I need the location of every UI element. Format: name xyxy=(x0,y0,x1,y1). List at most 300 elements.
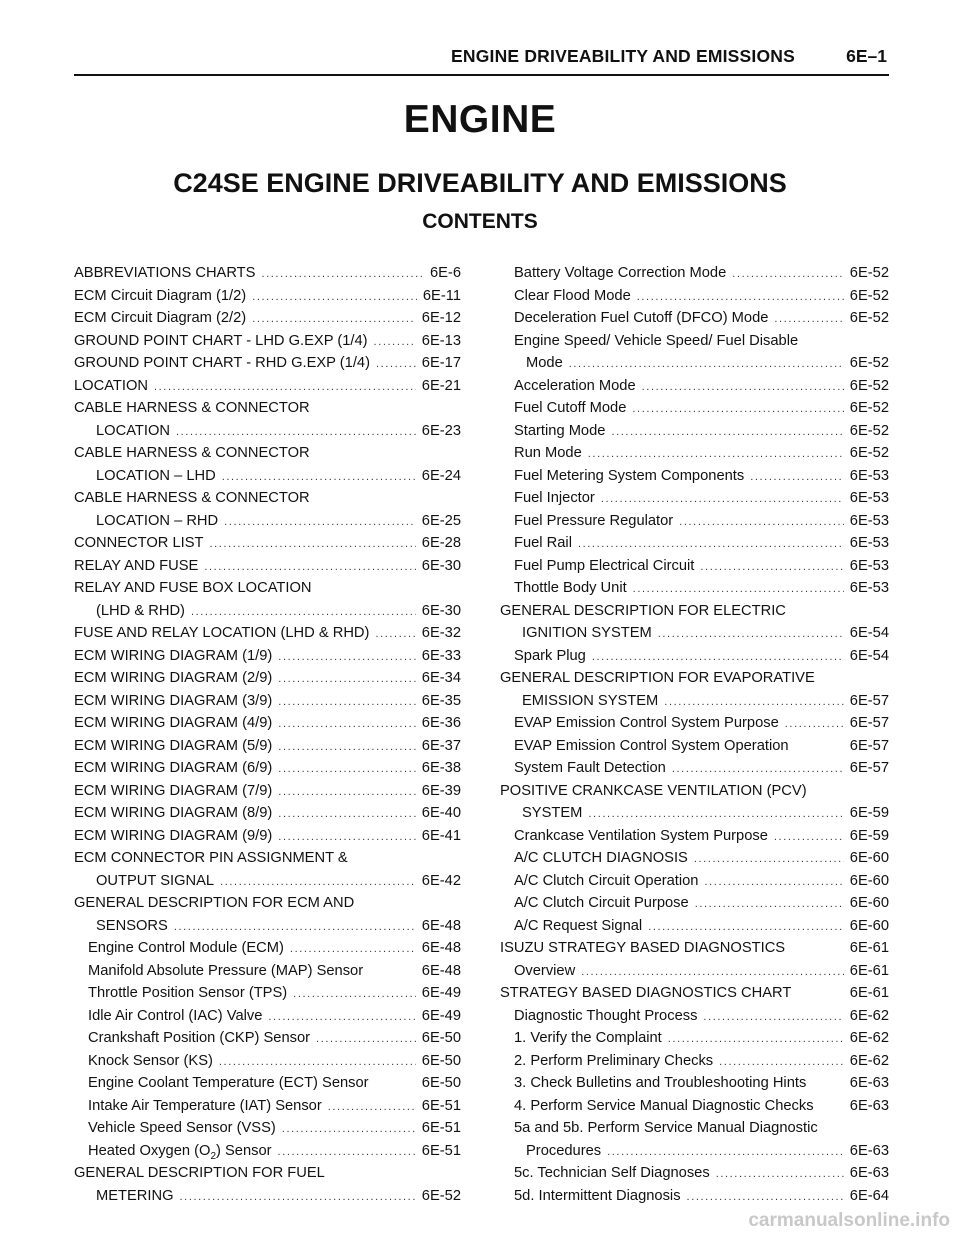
toc-entry-title: RELAY AND FUSE xyxy=(74,557,199,574)
toc-entry-title: GROUND POINT CHART - LHD G.EXP (1/4) xyxy=(74,332,368,349)
toc-entry[interactable] xyxy=(500,1072,889,1095)
toc-entry-title-line: CABLE HARNESS & CONNECTOR xyxy=(74,400,310,416)
toc-entry[interactable] xyxy=(74,577,461,622)
toc-entry[interactable] xyxy=(74,1072,461,1095)
dot-leader xyxy=(611,421,843,444)
toc-entry[interactable] xyxy=(500,577,889,600)
toc-entry-page: 6E-52 xyxy=(849,310,889,326)
toc-entry-title: ISUZU STRATEGY BASED DIAGNOSTICS xyxy=(500,940,786,956)
toc-entry-title: Mode xyxy=(526,355,563,371)
dot-leader xyxy=(224,511,416,534)
toc-entry-page: 6E-49 xyxy=(421,1007,461,1024)
toc-entry-title: Starting Mode xyxy=(514,422,606,439)
toc-entry-page: 6E-62 xyxy=(849,1007,889,1024)
toc-entry[interactable] xyxy=(500,937,889,960)
toc-entry-page: 6E-54 xyxy=(849,625,889,641)
toc-entry-page: 6E-57 xyxy=(849,760,889,776)
toc-entry-title: Clear Flood Mode xyxy=(514,287,631,304)
toc-entry-page: 6E-38 xyxy=(421,760,461,776)
dot-leader xyxy=(374,331,416,354)
dot-leader xyxy=(316,1028,416,1051)
dot-leader xyxy=(278,826,416,849)
toc-entry-page: 6E-6 xyxy=(429,265,461,281)
toc-entry-page: 6E-34 xyxy=(421,670,461,686)
toc-entry[interactable] xyxy=(500,915,889,938)
toc-entry-title: CONNECTOR LIST xyxy=(74,535,204,551)
toc-entry-title: Manifold Absolute Pressure (MAP) Sensor xyxy=(88,962,364,979)
toc-entry-page: 6E-48 xyxy=(421,917,461,934)
toc-entry-title: ECM WIRING DIAGRAM (5/9) xyxy=(74,737,273,754)
toc-entry-title: STRATEGY BASED DIAGNOSTICS CHART xyxy=(500,985,792,1001)
toc-entry[interactable] xyxy=(500,330,889,375)
toc-entry-title: GROUND POINT CHART - RHD G.EXP (1/4) xyxy=(74,355,370,371)
dot-leader xyxy=(278,691,416,714)
dot-leader xyxy=(695,893,844,916)
toc-entry-page: 6E-23 xyxy=(421,422,461,439)
dot-leader xyxy=(328,1096,416,1119)
toc-entry-page: 6E-24 xyxy=(421,467,461,484)
dot-leader xyxy=(569,353,844,376)
toc-entry-title: IGNITION SYSTEM xyxy=(522,625,652,641)
toc-entry[interactable] xyxy=(74,667,461,690)
toc-entry-page: 6E-12 xyxy=(421,310,461,326)
dot-leader xyxy=(278,736,416,759)
toc-entry-page: 6E-48 xyxy=(421,962,461,979)
toc-entry-page: 6E-60 xyxy=(849,850,889,866)
toc-entry-title-line: GENERAL DESCRIPTION FOR ELECTRIC xyxy=(500,602,786,619)
toc-entry-page: 6E-57 xyxy=(849,737,889,754)
toc-entry[interactable] xyxy=(500,735,889,758)
toc-entry-title: 4. Perform Service Manual Diagnostic Checks xyxy=(514,1097,814,1114)
header-page-number: 6E–1 xyxy=(846,46,887,66)
dot-leader xyxy=(204,556,415,579)
toc-entry[interactable] xyxy=(74,442,461,487)
toc-entry[interactable] xyxy=(74,892,461,937)
dot-leader xyxy=(581,961,844,984)
toc-entry-page: 6E-52 xyxy=(849,445,889,461)
dot-leader xyxy=(578,533,844,556)
dot-leader xyxy=(278,1141,416,1164)
toc-entry[interactable] xyxy=(74,532,461,555)
toc-entry-title: Engine Coolant Temperature (ECT) Sensor xyxy=(88,1075,369,1091)
toc-entry-page: 6E-52 xyxy=(849,422,889,439)
dot-leader xyxy=(642,376,844,399)
dot-leader xyxy=(703,1006,843,1029)
dot-leader xyxy=(154,376,416,399)
dot-leader xyxy=(222,466,416,489)
contents-heading: CONTENTS xyxy=(422,210,538,233)
toc-entry-page: 6E-35 xyxy=(421,692,461,709)
toc-entry[interactable] xyxy=(74,690,461,713)
toc-entry-title: Run Mode xyxy=(514,445,582,461)
toc-entry-title: Fuel Metering System Components xyxy=(514,467,745,484)
toc-entry-title: Throttle Position Sensor (TPS) xyxy=(88,985,288,1001)
toc-entry-page: 6E-33 xyxy=(421,647,461,664)
toc-entry[interactable] xyxy=(500,667,889,712)
dot-leader xyxy=(252,308,416,331)
toc-entry-title: Diagnostic Thought Process xyxy=(514,1007,698,1024)
dot-leader xyxy=(293,983,416,1006)
dot-leader xyxy=(694,848,844,871)
toc-entry[interactable] xyxy=(74,622,461,645)
toc-entry[interactable] xyxy=(500,1027,889,1050)
dot-leader xyxy=(700,556,843,579)
toc-entry-page: 6E-57 xyxy=(849,715,889,731)
toc-entry-page: 6E-63 xyxy=(849,1142,889,1159)
toc-entry[interactable] xyxy=(500,262,889,285)
toc-entry-title: System Fault Detection xyxy=(514,760,666,776)
toc-entry[interactable] xyxy=(74,555,461,578)
toc-entry-title-line: CABLE HARNESS & CONNECTOR xyxy=(74,490,310,506)
toc-entry-title: Acceleration Mode xyxy=(514,377,636,394)
toc-entry-page: 6E-60 xyxy=(849,872,889,889)
dot-leader xyxy=(633,578,844,601)
page-title: ENGINE xyxy=(403,98,557,141)
toc-entry[interactable] xyxy=(500,487,889,510)
dot-leader xyxy=(176,421,416,444)
toc-entry[interactable] xyxy=(74,847,461,892)
dot-leader xyxy=(278,646,416,669)
toc-entry-page: 6E-36 xyxy=(421,715,461,731)
dot-leader xyxy=(719,1051,844,1074)
toc-entry-title: A/C Request Signal xyxy=(514,917,643,934)
toc-entry-page: 6E-51 xyxy=(421,1097,461,1114)
page-header xyxy=(74,44,889,76)
toc-entry-page: 6E-48 xyxy=(421,940,461,956)
toc-entry-title: (LHD & RHD) xyxy=(96,602,185,619)
toc-entry-page: 6E-61 xyxy=(849,962,889,979)
toc-entry[interactable] xyxy=(500,510,889,533)
toc-entry[interactable] xyxy=(74,307,461,330)
toc-entry-title: ECM WIRING DIAGRAM (9/9) xyxy=(74,827,273,844)
toc-entry[interactable] xyxy=(500,847,889,870)
toc-entry-page: 6E-61 xyxy=(849,940,889,956)
toc-entry-title: 1. Verify the Complaint xyxy=(514,1030,662,1046)
toc-entry[interactable] xyxy=(74,262,461,285)
dot-leader xyxy=(588,443,844,466)
toc-entry-page: 6E-59 xyxy=(849,827,889,844)
toc-entry-page: 6E-11 xyxy=(422,287,461,304)
toc-entry-page: 6E-28 xyxy=(421,535,461,551)
dot-leader xyxy=(774,826,844,849)
subscript: 2 xyxy=(210,1150,217,1162)
toc-entry-page: 6E-41 xyxy=(421,827,461,844)
toc-entry-page: 6E-52 xyxy=(421,1187,461,1204)
toc-entry-title: LOCATION – RHD xyxy=(96,512,219,529)
toc-entry[interactable] xyxy=(74,757,461,780)
toc-entry-title: Fuel Rail xyxy=(514,535,572,551)
toc-entry-page: 6E-64 xyxy=(849,1187,889,1204)
toc-entry-title: Thottle Body Unit xyxy=(514,580,627,596)
toc-entry[interactable] xyxy=(74,645,461,668)
toc-entry-page: 6E-50 xyxy=(421,1075,461,1091)
toc-entry-page: 6E-63 xyxy=(849,1075,889,1091)
toc-entry[interactable] xyxy=(500,307,889,330)
toc-entry-title: METERING xyxy=(96,1187,174,1204)
toc-entry[interactable] xyxy=(74,712,461,735)
toc-entry-page: 6E-60 xyxy=(849,917,889,934)
toc-entry-title: 5c. Technician Self Diagnoses xyxy=(514,1165,710,1181)
toc-entry-title-part: ) Sensor xyxy=(216,1142,272,1159)
toc-entry-title: Vehicle Speed Sensor (VSS) xyxy=(88,1120,276,1136)
watermark: carmanualsonline.info xyxy=(748,1210,950,1231)
toc-entry-title: Fuel Injector xyxy=(514,490,595,506)
dot-leader xyxy=(278,781,416,804)
toc-entry[interactable] xyxy=(500,960,889,983)
toc-right-column xyxy=(500,262,889,1207)
toc-entry-page: 6E-42 xyxy=(421,872,461,889)
toc-entry-page: 6E-39 xyxy=(421,782,461,799)
toc-entry-page: 6E-21 xyxy=(421,377,461,394)
toc-entry-page: 6E-53 xyxy=(849,467,889,484)
dot-leader xyxy=(261,263,424,286)
toc-entry-title: EVAP Emission Control System Operation xyxy=(514,737,789,754)
toc-entry-title: ECM WIRING DIAGRAM (2/9) xyxy=(74,670,273,686)
toc-entry-title-line: CABLE HARNESS & CONNECTOR xyxy=(74,445,310,461)
dot-leader xyxy=(774,308,843,331)
toc-entry-page: 6E-53 xyxy=(849,557,889,574)
toc-entry[interactable] xyxy=(74,735,461,758)
toc-entry-title: SYSTEM xyxy=(522,805,583,821)
toc-entry-title: LOCATION – LHD xyxy=(96,467,216,484)
toc-entry-title: Intake Air Temperature (IAT) Sensor xyxy=(88,1097,322,1114)
toc-entry[interactable] xyxy=(74,1117,461,1140)
toc-entry[interactable] xyxy=(500,780,889,825)
dot-leader xyxy=(785,713,844,736)
dot-leader xyxy=(704,871,843,894)
dot-leader xyxy=(278,803,416,826)
dot-leader xyxy=(209,533,415,556)
toc-entry[interactable] xyxy=(500,1050,889,1073)
dot-leader xyxy=(180,1186,416,1209)
toc-entry[interactable] xyxy=(74,780,461,803)
toc-entry-title: ABBREVIATIONS CHARTS xyxy=(74,265,256,281)
toc-entry[interactable] xyxy=(500,285,889,308)
toc-entry-title-line: GENERAL DESCRIPTION FOR EVAPORATIVE xyxy=(500,670,815,686)
toc-entry-title: Fuel Cutoff Mode xyxy=(514,400,627,416)
toc-entry-page: 6E-53 xyxy=(849,580,889,596)
dot-leader xyxy=(679,511,844,534)
toc-entry-page: 6E-52 xyxy=(849,287,889,304)
toc-entry[interactable] xyxy=(500,645,889,668)
toc-entry-title: ECM Circuit Diagram (1/2) xyxy=(74,287,247,304)
toc-entry-page: 6E-25 xyxy=(421,512,461,529)
toc-entry[interactable] xyxy=(500,397,889,420)
toc-entry-page: 6E-52 xyxy=(849,355,889,371)
dot-leader xyxy=(278,668,416,691)
toc-entry-title-line: 5a and 5b. Perform Service Manual Diagnostic xyxy=(514,1120,818,1136)
dot-leader xyxy=(592,646,844,669)
toc-entry-page: 6E-40 xyxy=(421,805,461,821)
toc-entry[interactable] xyxy=(500,555,889,578)
dot-leader xyxy=(376,353,416,376)
toc-entry-title xyxy=(88,1140,272,1163)
toc-entry-page: 6E-50 xyxy=(421,1030,461,1046)
dot-leader xyxy=(732,263,844,286)
toc-entry[interactable] xyxy=(500,1095,889,1118)
toc-entry-page: 6E-57 xyxy=(849,692,889,709)
dot-leader xyxy=(716,1163,844,1186)
toc-entry[interactable] xyxy=(74,802,461,825)
toc-entry-title: ECM WIRING DIAGRAM (4/9) xyxy=(74,715,273,731)
toc-entry-title: Fuel Pump Electrical Circuit xyxy=(514,557,695,574)
toc-entry[interactable] xyxy=(74,487,461,532)
toc-entry[interactable] xyxy=(74,1095,461,1118)
toc-entry-page: 6E-61 xyxy=(849,985,889,1001)
toc-entry-page: 6E-30 xyxy=(421,602,461,619)
dot-leader xyxy=(664,691,844,714)
toc-entry-title: A/C Clutch Circuit Operation xyxy=(514,872,699,889)
toc-entry-title: EMISSION SYSTEM xyxy=(522,692,659,709)
toc-entry[interactable] xyxy=(74,397,461,442)
toc-entry-title: A/C CLUTCH DIAGNOSIS xyxy=(514,850,688,866)
toc-entry-page: 6E-52 xyxy=(849,265,889,281)
toc-entry[interactable] xyxy=(74,937,461,960)
toc-entry-page: 6E-17 xyxy=(421,355,461,371)
dot-leader xyxy=(750,466,844,489)
toc-entry-title: Crankshaft Position (CKP) Sensor xyxy=(88,1030,311,1046)
toc-entry[interactable] xyxy=(74,982,461,1005)
toc-entry-title: Crankcase Ventilation System Purpose xyxy=(514,827,768,844)
toc-entry-title: FUSE AND RELAY LOCATION (LHD & RHD) xyxy=(74,625,370,641)
toc-entry-title: ECM WIRING DIAGRAM (1/9) xyxy=(74,647,273,664)
toc-entry-title: Idle Air Control (IAC) Valve xyxy=(88,1007,263,1024)
toc-entry[interactable] xyxy=(74,352,461,375)
toc-entry-page: 6E-13 xyxy=(421,332,461,349)
toc-entry-title: ECM WIRING DIAGRAM (6/9) xyxy=(74,760,273,776)
toc-entry-page: 6E-49 xyxy=(421,985,461,1001)
dot-leader xyxy=(668,1028,844,1051)
toc-entry[interactable] xyxy=(74,1162,461,1207)
toc-entry[interactable] xyxy=(500,1185,889,1208)
toc-entry-page: 6E-51 xyxy=(421,1142,461,1159)
dot-leader xyxy=(278,758,416,781)
toc-entry-title: LOCATION xyxy=(74,377,148,394)
dot-leader xyxy=(282,1118,416,1141)
toc-entry[interactable] xyxy=(74,960,461,983)
dot-leader xyxy=(607,1141,844,1164)
toc-entry-title: Knock Sensor (KS) xyxy=(88,1052,213,1069)
toc-entry[interactable] xyxy=(74,1050,461,1073)
toc-entry-title-line: Engine Speed/ Vehicle Speed/ Fuel Disable xyxy=(514,332,799,349)
toc-entry-title: ECM WIRING DIAGRAM (3/9) xyxy=(74,692,273,709)
toc-entry[interactable] xyxy=(500,870,889,893)
dot-leader xyxy=(278,713,416,736)
dot-leader xyxy=(672,758,844,781)
toc-entry-title: SENSORS xyxy=(96,917,168,934)
toc-entry[interactable] xyxy=(74,375,461,398)
dot-leader xyxy=(637,286,844,309)
toc-entry-page: 6E-50 xyxy=(421,1052,461,1069)
toc-entry-title: LOCATION xyxy=(96,422,170,439)
toc-entry-title-line: ECM CONNECTOR PIN ASSIGNMENT & xyxy=(74,850,348,866)
toc-entry[interactable] xyxy=(500,532,889,555)
toc-entry[interactable] xyxy=(500,757,889,780)
toc-entry[interactable] xyxy=(500,420,889,443)
toc-entry-page: 6E-59 xyxy=(849,805,889,821)
dot-leader xyxy=(588,803,843,826)
toc-entry[interactable] xyxy=(500,1162,889,1185)
dot-leader xyxy=(219,1051,416,1074)
toc-entry[interactable] xyxy=(500,712,889,735)
toc-entry-title-part: Heated Oxygen (O xyxy=(88,1142,211,1159)
toc-entry-page: 6E-53 xyxy=(849,535,889,551)
toc-entry-page: 6E-37 xyxy=(421,737,461,754)
toc-entry-page: 6E-63 xyxy=(849,1165,889,1181)
toc-entry-title: Battery Voltage Correction Mode xyxy=(514,265,727,281)
toc-entry-page: 6E-54 xyxy=(849,647,889,664)
toc-entry[interactable] xyxy=(500,375,889,398)
toc-entry-title: Overview xyxy=(514,962,576,979)
dot-leader xyxy=(220,871,416,894)
toc-entry-page: 6E-62 xyxy=(849,1052,889,1069)
toc-entry-title: OUTPUT SIGNAL xyxy=(96,872,215,889)
toc-entry[interactable] xyxy=(74,285,461,308)
toc-entry[interactable] xyxy=(500,1117,889,1162)
header-section-title: ENGINE DRIVEABILITY AND EMISSIONS xyxy=(450,46,795,66)
toc-entry-title: 5d. Intermittent Diagnosis xyxy=(514,1187,681,1204)
toc-entry-title: 2. Perform Preliminary Checks xyxy=(514,1052,714,1069)
toc-entry-page: 6E-53 xyxy=(849,490,889,506)
toc-entry[interactable] xyxy=(500,442,889,465)
dot-leader xyxy=(648,916,844,939)
toc-entry-page: 6E-52 xyxy=(849,400,889,416)
toc-entry[interactable] xyxy=(500,825,889,848)
dot-leader xyxy=(290,938,416,961)
toc-entry-title: EVAP Emission Control System Purpose xyxy=(514,715,779,731)
toc-entry-page: 6E-63 xyxy=(849,1097,889,1114)
dot-leader xyxy=(658,623,844,646)
toc-entry-title: Deceleration Fuel Cutoff (DFCO) Mode xyxy=(514,310,769,326)
toc-entry[interactable] xyxy=(500,600,889,645)
toc-left-column xyxy=(74,262,461,1207)
toc-entry-title-line: POSITIVE CRANKCASE VENTILATION (PCV) xyxy=(500,782,807,799)
toc-entry-title: A/C Clutch Circuit Purpose xyxy=(514,895,689,911)
dot-leader xyxy=(191,601,416,624)
toc-entry-page: 6E-32 xyxy=(421,625,461,641)
toc-entry-title: Procedures xyxy=(526,1142,602,1159)
toc-entry[interactable] xyxy=(74,825,461,848)
toc-entry-title: ECM Circuit Diagram (2/2) xyxy=(74,310,247,326)
toc-entry[interactable] xyxy=(500,982,889,1005)
toc-entry-title-line: RELAY AND FUSE BOX LOCATION xyxy=(74,580,312,596)
toc-entry[interactable] xyxy=(74,1027,461,1050)
toc-entry-title-line: GENERAL DESCRIPTION FOR ECM AND xyxy=(74,895,355,911)
toc-entry-page: 6E-30 xyxy=(421,557,461,574)
toc-entry-page: 6E-62 xyxy=(849,1030,889,1046)
dot-leader xyxy=(601,488,844,511)
dot-leader xyxy=(632,398,843,421)
toc-entry-title: Fuel Pressure Regulator xyxy=(514,512,674,529)
toc-entry-page: 6E-51 xyxy=(421,1120,461,1136)
toc-entry[interactable] xyxy=(500,892,889,915)
toc-entry[interactable] xyxy=(74,1140,461,1163)
toc-entry-title: ECM WIRING DIAGRAM (8/9) xyxy=(74,805,273,821)
toc-entry[interactable] xyxy=(74,1005,461,1028)
toc-entry[interactable] xyxy=(500,1005,889,1028)
dot-leader xyxy=(174,916,416,939)
toc-entry[interactable] xyxy=(500,465,889,488)
page-subtitle: C24SE ENGINE DRIVEABILITY AND EMISSIONS xyxy=(173,168,787,198)
toc-entry[interactable] xyxy=(74,330,461,353)
toc-entry-title: Engine Control Module (ECM) xyxy=(88,940,284,956)
toc-entry-title: Spark Plug xyxy=(514,647,586,664)
dot-leader xyxy=(375,623,415,646)
toc-entry-title-line: GENERAL DESCRIPTION FOR FUEL xyxy=(74,1165,325,1181)
toc-entry-title: 3. Check Bulletins and Troubleshooting Hints xyxy=(514,1075,807,1091)
toc-entry-page: 6E-53 xyxy=(849,512,889,529)
toc-entry-page: 6E-52 xyxy=(849,377,889,394)
